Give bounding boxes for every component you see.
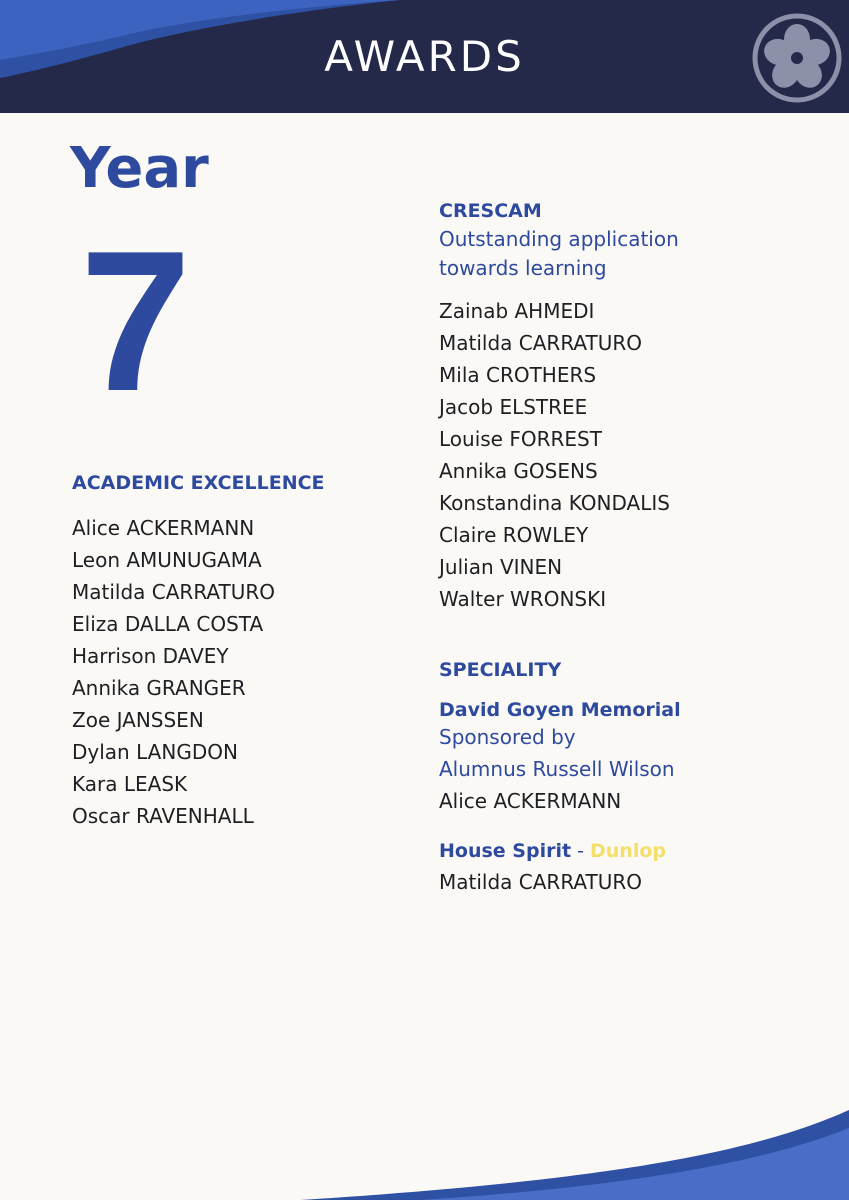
list-item: Kara LEASK bbox=[72, 772, 188, 796]
memorial-sponsor-line1: Sponsored by bbox=[439, 725, 576, 749]
list-item: Dylan LANGDON bbox=[72, 740, 238, 764]
list-item: Zainab AHMEDI bbox=[439, 299, 595, 323]
year-label: Year bbox=[70, 136, 209, 201]
list-item: Konstandina KONDALIS bbox=[439, 491, 670, 515]
memorial-award-title: David Goyen Memorial bbox=[439, 699, 681, 721]
year-number: 7 bbox=[80, 210, 192, 433]
house-spirit-separator: - bbox=[571, 840, 590, 862]
list-item: Annika GRANGER bbox=[72, 676, 246, 700]
header-banner bbox=[0, 0, 849, 113]
list-item: Zoe JANSSEN bbox=[72, 708, 204, 732]
academic-heading: ACADEMIC EXCELLENCE bbox=[72, 472, 325, 494]
crescam-subtitle-line2: towards learning bbox=[439, 256, 607, 280]
list-item: Louise FORREST bbox=[439, 427, 602, 451]
list-item: Claire ROWLEY bbox=[439, 523, 589, 547]
memorial-recipient: Alice ACKERMANN bbox=[439, 789, 622, 813]
list-item: Mila CROTHERS bbox=[439, 363, 597, 387]
page-title: AWARDS bbox=[324, 32, 525, 81]
crescam-names-list bbox=[439, 295, 839, 615]
speciality-section bbox=[439, 659, 839, 898]
house-name: Dunlop bbox=[590, 840, 666, 862]
list-item: Walter WRONSKI bbox=[439, 587, 607, 611]
house-spirit-recipient: Matilda CARRATURO bbox=[439, 870, 643, 894]
crescam-heading: CRESCAM bbox=[439, 200, 542, 222]
list-item: Jacob ELSTREE bbox=[439, 395, 588, 419]
crescam-section bbox=[439, 200, 839, 615]
list-item: Annika GOSENS bbox=[439, 459, 598, 483]
list-item: Oscar RAVENHALL bbox=[72, 804, 254, 828]
list-item: Matilda CARRATURO bbox=[439, 331, 643, 355]
crescam-subtitle-line1: Outstanding application bbox=[439, 227, 679, 251]
academic-names-list bbox=[72, 512, 402, 832]
right-column bbox=[439, 200, 839, 898]
speciality-heading: SPECIALITY bbox=[439, 659, 562, 681]
list-item: Alice ACKERMANN bbox=[72, 516, 255, 540]
house-spirit-title: House Spirit bbox=[439, 840, 572, 862]
flower-crest-icon bbox=[751, 12, 843, 104]
list-item: Harrison DAVEY bbox=[72, 644, 229, 668]
academic-excellence-section bbox=[72, 472, 402, 832]
list-item: Eliza DALLA COSTA bbox=[72, 612, 264, 636]
list-item: Matilda CARRATURO bbox=[72, 580, 276, 604]
memorial-sponsor-line2: Alumnus Russell Wilson bbox=[439, 757, 675, 781]
list-item: Leon AMUNUGAMA bbox=[72, 548, 262, 572]
list-item: Julian VINEN bbox=[439, 555, 563, 579]
house-spirit-award bbox=[439, 837, 839, 866]
footer-wave-decoration bbox=[0, 1110, 849, 1200]
